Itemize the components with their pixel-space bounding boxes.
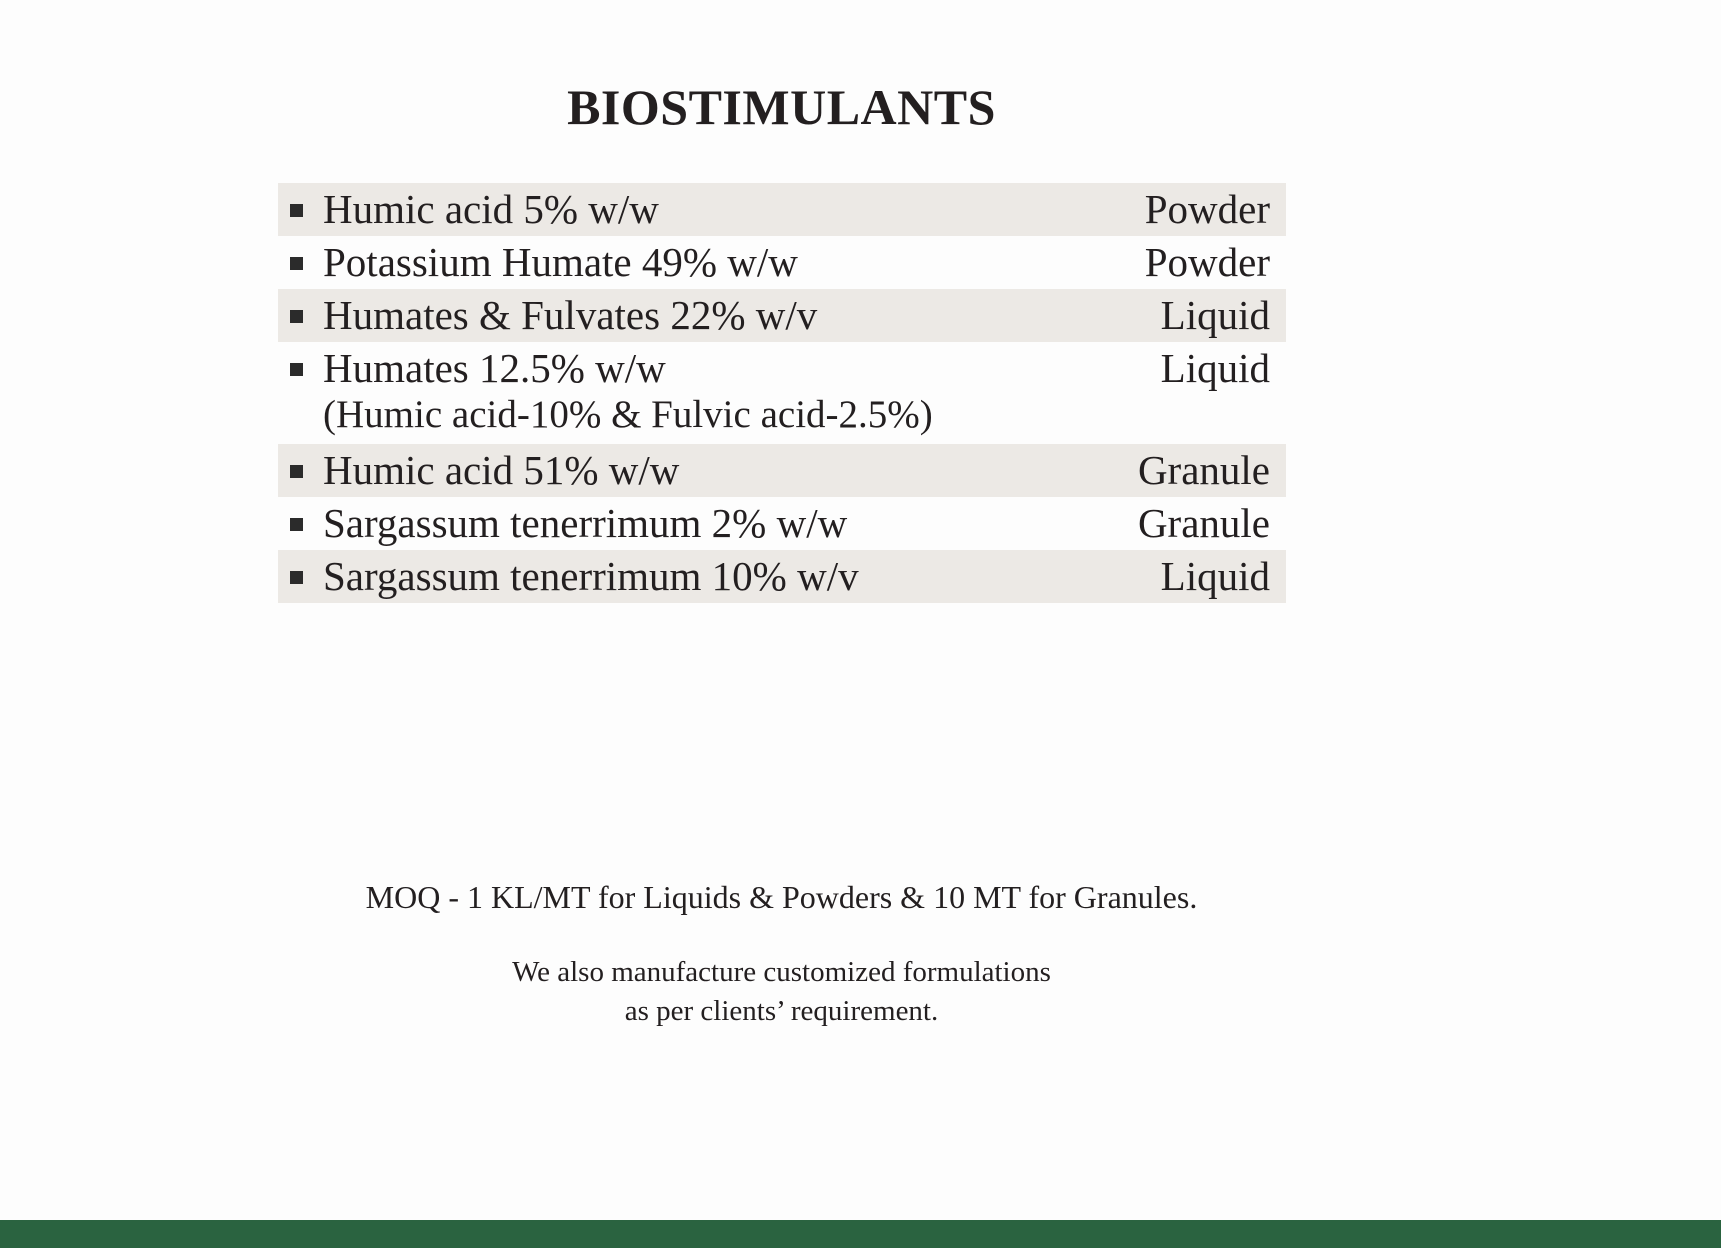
product-row-main: [278, 342, 1286, 395]
product-name-wrap: [290, 186, 1145, 232]
product-name: Potassium Humate 49% w/w: [323, 239, 798, 285]
product-name: Humates 12.5% w/w: [323, 345, 666, 391]
product-name: Humic acid 51% w/w: [323, 447, 680, 493]
product-name-wrap: [290, 553, 1161, 599]
product-name: Humates & Fulvates 22% w/v: [323, 292, 818, 338]
square-bullet-icon: [290, 518, 303, 531]
bottom-accent-bar: [0, 1220, 1721, 1248]
table-row: [278, 289, 1286, 342]
product-form: Liquid: [1160, 553, 1270, 599]
custom-formulation-line-2: as per clients’ requirement.: [624, 995, 939, 1028]
product-name-wrap: [290, 447, 1138, 493]
table-row: [278, 444, 1286, 497]
page-title: BIOSTIMULANTS: [567, 79, 996, 135]
table-row: [278, 497, 1286, 550]
product-name-wrap: [290, 345, 1161, 391]
product-row-main: [278, 289, 1286, 342]
product-form: Powder: [1144, 239, 1270, 285]
product-form: Liquid: [1160, 292, 1270, 338]
product-name: Sargassum tenerrimum 10% w/v: [323, 553, 859, 599]
product-name: Humic acid 5% w/w: [323, 186, 659, 232]
product-row-main: [278, 183, 1286, 236]
product-composition-note: (Humic acid-10% & Fulvic acid-2.5%): [323, 393, 933, 436]
square-bullet-icon: [290, 363, 303, 376]
product-form: Powder: [1144, 186, 1270, 232]
product-form: Granule: [1137, 447, 1270, 493]
footer-notes: [0, 880, 1563, 1031]
square-bullet-icon: [290, 204, 303, 217]
table-row: [278, 550, 1286, 603]
product-form: Liquid: [1160, 345, 1270, 391]
square-bullet-icon: [290, 257, 303, 270]
moq-note: MOQ - 1 KL/MT for Liquids & Powders & 10 MT for Granules.: [365, 879, 1198, 915]
table-row: [278, 183, 1286, 236]
custom-formulation-line-1: We also manufacture customized formulations: [512, 956, 1051, 989]
product-name-wrap: [290, 292, 1161, 338]
square-bullet-icon: [290, 310, 303, 323]
product-row-main: [278, 444, 1286, 497]
product-row-main: [278, 236, 1286, 289]
product-name-wrap: [290, 239, 1145, 285]
product-list: [278, 183, 1286, 603]
table-row: [278, 236, 1286, 289]
product-name-wrap: [290, 500, 1138, 546]
square-bullet-icon: [290, 465, 303, 478]
product-row-main: [278, 497, 1286, 550]
product-name: Sargassum tenerrimum 2% w/w: [323, 500, 848, 546]
square-bullet-icon: [290, 571, 303, 584]
product-row-main: [278, 550, 1286, 603]
product-form: Granule: [1137, 500, 1270, 546]
table-row: [278, 342, 1286, 444]
